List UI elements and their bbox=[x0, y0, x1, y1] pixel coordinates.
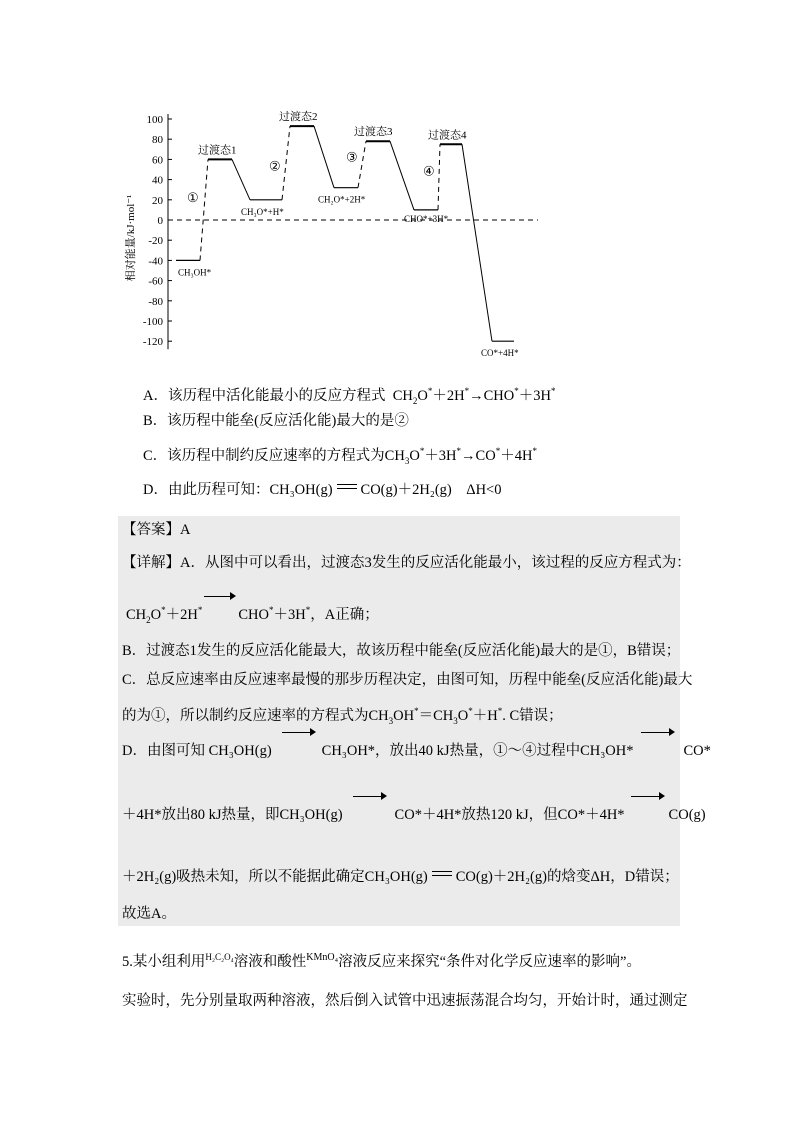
answer-label: 【答案】A bbox=[122, 522, 191, 538]
detail-line-d1 bbox=[122, 741, 711, 761]
y-tick-label-10: -100 bbox=[142, 316, 163, 328]
detail-line-d3 bbox=[122, 867, 679, 887]
option-d bbox=[143, 480, 502, 500]
detail-d1-mid: CH₃OH*，放出40 kJ热量，①～④过程中CH₃OH* bbox=[321, 743, 634, 759]
y-tick-label-2: 60 bbox=[152, 154, 163, 167]
y-axis-label: 相对能量/kJ·mol⁻¹ bbox=[125, 194, 137, 282]
step-marker-2: ② bbox=[269, 158, 281, 174]
detail-line-d2 bbox=[122, 805, 706, 825]
q5-h2c2o4: H₂C₂O₄ bbox=[205, 952, 234, 962]
option-c-equation: $CH_3O^*+3H^*\to CO^*+4H^*$ bbox=[384, 446, 537, 466]
detail-line-c1: C．总反应速率由反应速率最慢的那步历程决定，由图可知，历程中能垒(反应活化能)最大 bbox=[122, 672, 693, 688]
detail-d2-end: CO(g) bbox=[668, 807, 706, 823]
y-tick-label-1: 80 bbox=[152, 134, 163, 147]
state-label-6: CHO*+3H* bbox=[404, 213, 449, 224]
detail-d2-mid: CO*＋4H*放热120 kJ，但CO*＋4H* bbox=[394, 807, 625, 823]
arrow-icon bbox=[631, 805, 665, 819]
detail-c2-suffix: C错误； bbox=[505, 707, 563, 724]
option-d-suffix: CO(g)＋2H₂(g) ΔH<0 bbox=[360, 482, 502, 498]
arrow-icon bbox=[282, 741, 316, 755]
y-tick-label-11: -120 bbox=[142, 336, 163, 349]
y-tick-label-3: 40 bbox=[152, 174, 163, 187]
state-label-2: CH₃O*+H* bbox=[241, 206, 284, 217]
state-label-4: CH₂O*+2H* bbox=[318, 194, 366, 205]
connector-5 bbox=[390, 141, 414, 210]
connector-3 bbox=[314, 126, 334, 188]
connector-2 bbox=[282, 126, 290, 200]
option-a bbox=[143, 381, 555, 411]
connector-7 bbox=[462, 144, 492, 341]
question-5-line-1 bbox=[122, 947, 641, 972]
y-tick-label-5: 0 bbox=[157, 215, 163, 227]
arrow-icon bbox=[353, 805, 387, 819]
option-a-equation: $CH_2O^*+2H^*\to CHO^*+3H^*$ bbox=[389, 386, 556, 406]
q5-kmno4: KMnO₄ bbox=[306, 952, 339, 963]
option-a-text: A．该历程中活化能最小的反应方程式 bbox=[143, 387, 386, 404]
state-label-3: 过渡态2 bbox=[279, 111, 318, 124]
y-tick-label-4: 20 bbox=[152, 194, 163, 207]
detail-d3-suffix: CO(g)＋2H₂(g)的焓变ΔH，D错误； bbox=[455, 869, 679, 885]
q5-prefix: 5.某小组利用 bbox=[122, 954, 206, 970]
detail-a-tail: ，A正确； bbox=[310, 606, 379, 623]
state-label-8: CO*+4H* bbox=[481, 348, 519, 359]
state-label-7: 过渡态4 bbox=[428, 129, 467, 142]
energy-profile-chart bbox=[0, 0, 800, 370]
connector-1 bbox=[232, 159, 250, 199]
detail-line-a bbox=[126, 600, 379, 630]
detail-d1-prefix: D．由图可知 CH₃OH(g) bbox=[122, 743, 272, 759]
detail-d3-prefix: ＋2H₂(g)吸热未知，所以不能据此确定CH₃OH(g) bbox=[122, 869, 428, 885]
detail-line-c2 bbox=[122, 701, 563, 731]
y-tick-label-7: -40 bbox=[148, 255, 163, 268]
step-marker-3: ③ bbox=[346, 149, 358, 165]
detail-c2-equation: $CH_3OH^*=CH_3O^*+H^*$. bbox=[368, 706, 506, 726]
conclusion: 故选A。 bbox=[122, 906, 176, 922]
detail-a-equation: $CH_2O^*+2H^*$ CHO*＋3H* bbox=[126, 605, 311, 625]
state-label-0: CH₃OH* bbox=[178, 267, 212, 278]
reversible-arrow-icon bbox=[432, 871, 452, 881]
step-marker-1: ① bbox=[187, 189, 199, 205]
state-label-5: 过渡态3 bbox=[354, 126, 393, 139]
state-label-1: 过渡态1 bbox=[198, 144, 237, 157]
detail-d1-end: CO* bbox=[683, 743, 711, 759]
connector-4 bbox=[358, 141, 366, 187]
detail-line-1: 【详解】A．从图中可以看出，过渡态3发生的反应活化能最小，该过程的反应方程式为： bbox=[122, 555, 691, 571]
step-marker-4: ④ bbox=[423, 163, 435, 179]
option-c-text: C．该历程中制约反应速率的方程式为 bbox=[143, 447, 385, 464]
option-b: B．该历程中能垒(反应活化能)最大的是② bbox=[143, 413, 409, 429]
arrow-icon bbox=[204, 605, 236, 619]
y-tick-label-0: 100 bbox=[146, 114, 163, 126]
q5-suffix: 溶液反应来探究“条件对化学反应速率的影响”。 bbox=[338, 954, 641, 970]
y-tick-label-9: -80 bbox=[148, 295, 163, 308]
detail-d2-prefix: ＋4H*放出80 kJ热量，即CH₃OH(g) bbox=[122, 807, 343, 823]
connector-6 bbox=[438, 144, 440, 210]
option-d-text: D．由此历程可知：CH₃OH(g) bbox=[143, 482, 333, 498]
q5-mid: 溶液和酸性 bbox=[233, 954, 307, 970]
connector-0 bbox=[200, 159, 208, 260]
y-tick-label-6: -20 bbox=[148, 235, 163, 248]
reversible-arrow-icon bbox=[337, 484, 357, 494]
y-tick-label-8: -60 bbox=[148, 275, 163, 288]
question-5-line-2: 实验时，先分别量取两种溶液，然后倒入试管中迅速振荡混合均匀，开始计时，通过测定 bbox=[122, 993, 688, 1009]
detail-line-b: B．过渡态1发生的反应活化能最大，故该历程中能垒(反应活化能)最大的是①，B错误； bbox=[122, 643, 681, 659]
arrow-icon bbox=[641, 741, 675, 755]
detail-c2-prefix: 的为①，所以制约反应速率的方程式为 bbox=[122, 707, 369, 724]
option-c bbox=[143, 441, 537, 471]
